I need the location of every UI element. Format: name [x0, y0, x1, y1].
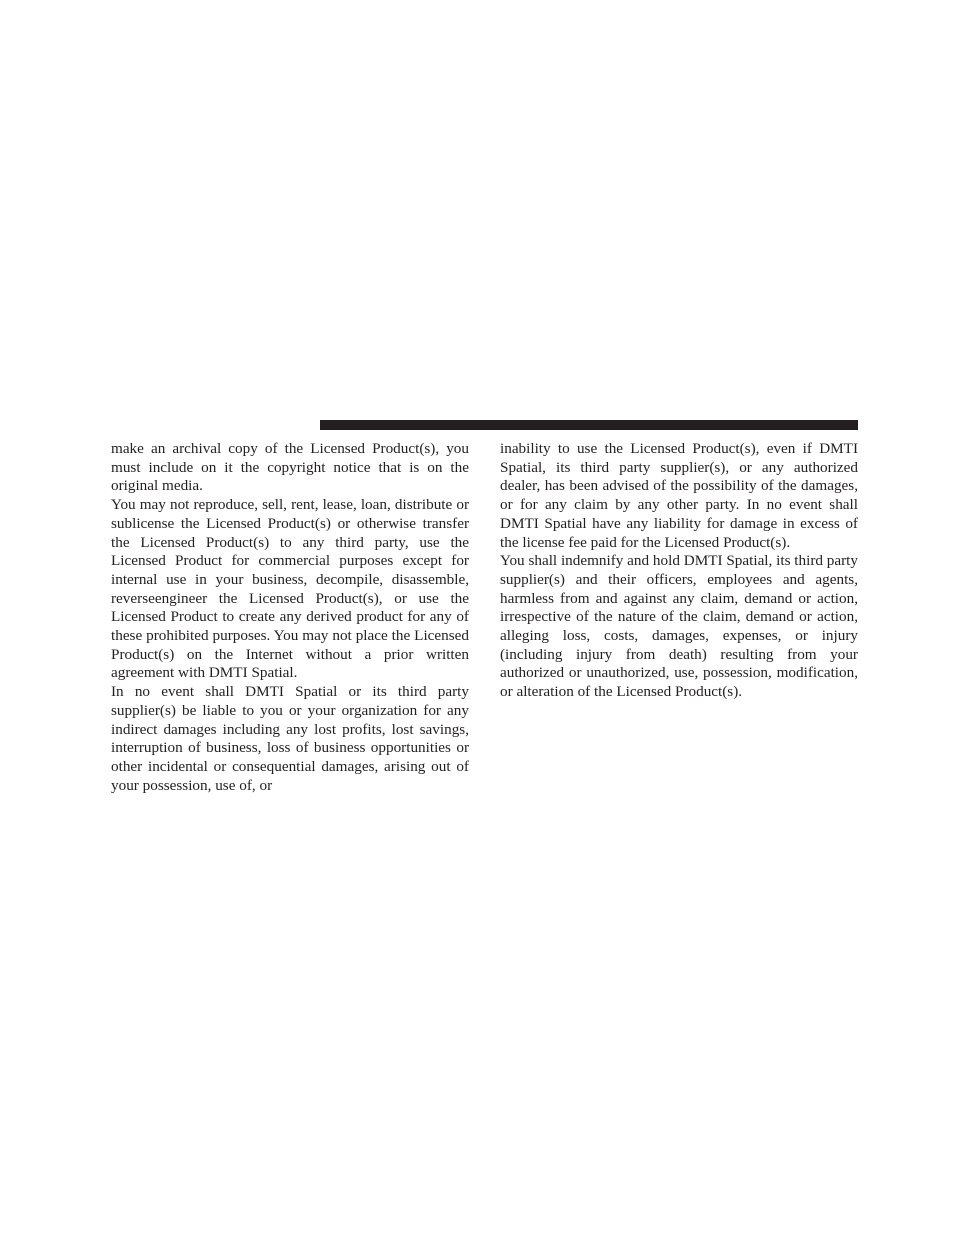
- paragraph-reproduction-restrictions: You may not reproduce, sell, rent, lease, loan, distribute or sublicense the Licensed Product(s) or otherwise transfer the Licensed Product(s) to any third party, use the Licensed Product for commercial purposes except for internal use in your business, decompile, disassemble, reverseengineer the Licensed Product(s), or use the Licensed Product to create any derived product for any of these prohibited purposes. You may not place the Licensed Product(s) on the Internet without a prior written agreement with DMTI Spatial.: [111, 496, 469, 682]
- paragraph-indemnification: You shall indemnify and hold DMTI Spatial, its third party supplier(s) and their officers, employees and agents, harmless from and against any claim, demand or action, irrespective of the nature of the claim, demand or action, alleging loss, costs, damages, expenses, or injury (including injury from death) resulting from your authorized or unauthorized, use, possession, modification, or alteration of the Licensed Product(s).: [500, 552, 858, 701]
- paragraph-archival-copy: make an archival copy of the Licensed Product(s), you must include on it the copyright notice that is on the original media.: [111, 440, 469, 495]
- paragraph-liability-continued: inability to use the Licensed Product(s), even if DMTI Spatial, its third party supplier(s), or any authorized dealer, has been advised of the possibility of the damages, or for any claim by any other party. In no event shall DMTI Spatial have any liability for damage in excess of the license fee paid for the Licensed Product(s).: [500, 440, 858, 551]
- paragraph-liability-limitation: In no event shall DMTI Spatial or its third party supplier(s) be liable to you or your organization for any indirect damages including any lost profits, lost savings, interruption of business, loss of business opportunities or other incidental or consequential damages, arising out of your possession, use of, or: [111, 683, 469, 794]
- left-text-column: [111, 440, 469, 795]
- right-text-column: [500, 440, 858, 702]
- section-header-rule: [320, 420, 858, 430]
